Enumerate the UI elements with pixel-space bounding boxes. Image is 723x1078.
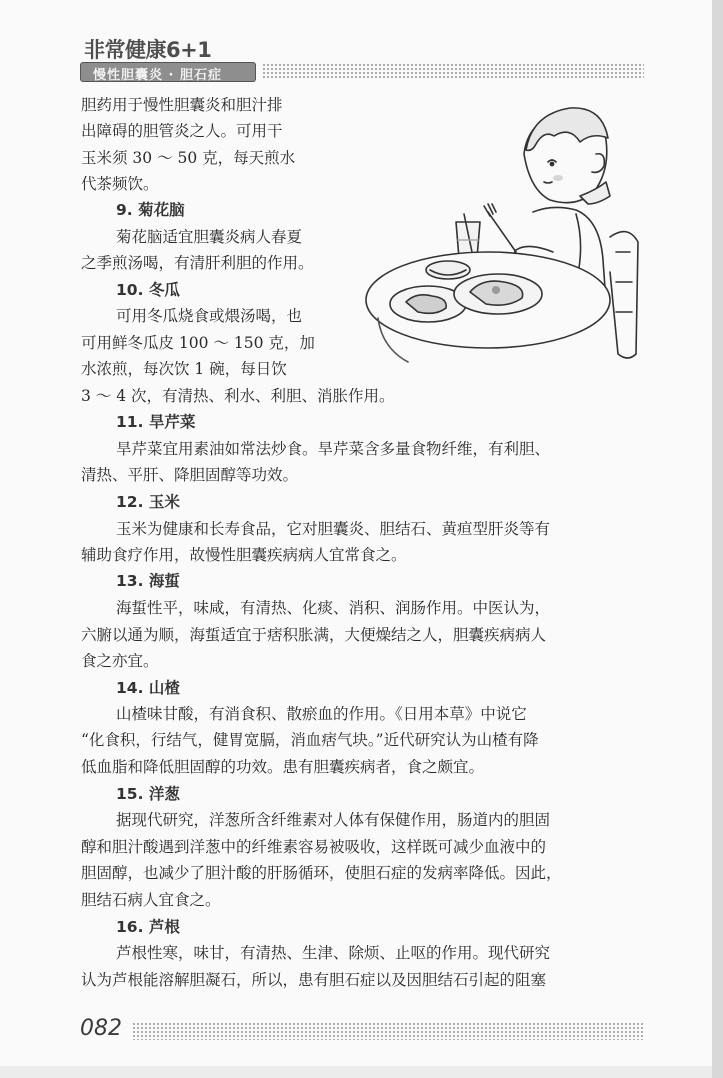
heading-9: 9. 菊花脑 — [116, 201, 185, 219]
s10-line-1: 可用冬瓜烧食或煨汤喝，也 — [116, 307, 303, 325]
chair-back — [610, 232, 638, 358]
s14-line-2: “化食积，行结气，健胃宽膈，消血痞气块。”近代研究认为山楂有降 — [81, 731, 539, 749]
s9-line-1: 菊花脑适宜胆囊炎病人春夏 — [116, 228, 303, 246]
heading-13: 13. 海蜇 — [116, 572, 180, 590]
s10-line-4: 3 ～ 4 次，有清热、利水、利胆、消胀作用。 — [81, 387, 395, 405]
s13-line-2: 六腑以通为顺，海蜇适宜于痞积胀满，大便燥结之人，胆囊疾病病人 — [81, 626, 547, 644]
s13-line-1: 海蜇性平，味咸，有清热、化痰、消积、润肠作用。中医认为， — [116, 599, 551, 617]
s13-line-3: 食之亦宜。 — [81, 652, 159, 670]
s12-line-2: 辅助食疗作用，故慢性胆囊疾病病人宜常食之。 — [81, 546, 407, 564]
heading-12: 12. 玉米 — [116, 493, 180, 511]
intro-line-4: 代茶频饮。 — [81, 175, 159, 193]
page-number: 082 — [80, 1016, 122, 1041]
section-tab — [80, 62, 256, 82]
s10-line-3: 水浓煎，每次饮 1 碗，每日饮 — [81, 360, 287, 378]
s15-line-4: 胆结石病人宜食之。 — [81, 891, 221, 909]
series-title: 非常健康6+1 — [84, 38, 212, 62]
heading-11: 11. 旱芹菜 — [116, 413, 196, 431]
page-edge-right — [712, 0, 723, 1078]
section-tab-label: 慢性胆囊炎 · 胆石症 — [93, 68, 222, 83]
intro-line-1: 胆药用于慢性胆囊炎和胆汁排 — [81, 96, 283, 114]
s14-line-1: 山楂味甘酸，有消食积、散瘀血的作用。《日用本草》中说它 — [116, 705, 527, 723]
heading-10: 10. 冬瓜 — [116, 281, 180, 299]
bowl — [426, 261, 470, 279]
boy-eating-illustration — [348, 92, 648, 392]
s15-line-3: 胆固醇，也减少了胆汁酸的肝肠循环，使胆石症的发病率降低。因此， — [81, 864, 562, 882]
s11-line-1: 旱芹菜宜用素油如常法炒食。旱芹菜含多量食物纤维，有利胆、 — [116, 440, 551, 458]
s14-line-3: 低血脂和降低胆固醇的功效。患有胆囊疾病者，食之颇宜。 — [81, 758, 485, 776]
s15-line-2: 醇和胆汁酸遇到洋葱中的纤维素容易被吸收，这样既可减少血液中的 — [81, 838, 547, 856]
s16-line-2: 认为芦根能溶解胆凝石，所以，患有胆石症以及因胆结石引起的阻塞 — [81, 971, 547, 989]
s9-line-2: 之季煎汤喝，有清肝利胆的作用。 — [81, 254, 314, 272]
heading-16: 16. 芦根 — [116, 918, 180, 936]
s15-line-1: 据现代研究，洋葱所含纤维素对人体有保健作用，肠道内的胆固 — [116, 811, 551, 829]
s10-line-2: 可用鲜冬瓜皮 100 ～ 150 克，加 — [81, 334, 315, 352]
s11-line-2: 清热、平肝、降胆固醇等功效。 — [81, 466, 299, 484]
intro-line-3: 玉米须 30 ～ 50 克，每天煎水 — [81, 149, 296, 167]
fork — [488, 212, 516, 252]
page-edge-bottom — [0, 1066, 712, 1078]
heading-14: 14. 山楂 — [116, 679, 180, 697]
s12-line-1: 玉米为健康和长寿食品，它对胆囊炎、胆结石、黄疸型肝炎等有 — [116, 520, 551, 538]
s16-line-1: 芦根性寒，味甘，有清热、生津、除烦、止呕的作用。现代研究 — [116, 944, 551, 962]
footer-dotted-rule — [132, 1022, 644, 1040]
intro-line-2: 出障碍的胆管炎之人。可用干 — [81, 122, 283, 140]
heading-15: 15. 洋葱 — [116, 785, 180, 803]
header-dotted-rule — [262, 63, 644, 79]
